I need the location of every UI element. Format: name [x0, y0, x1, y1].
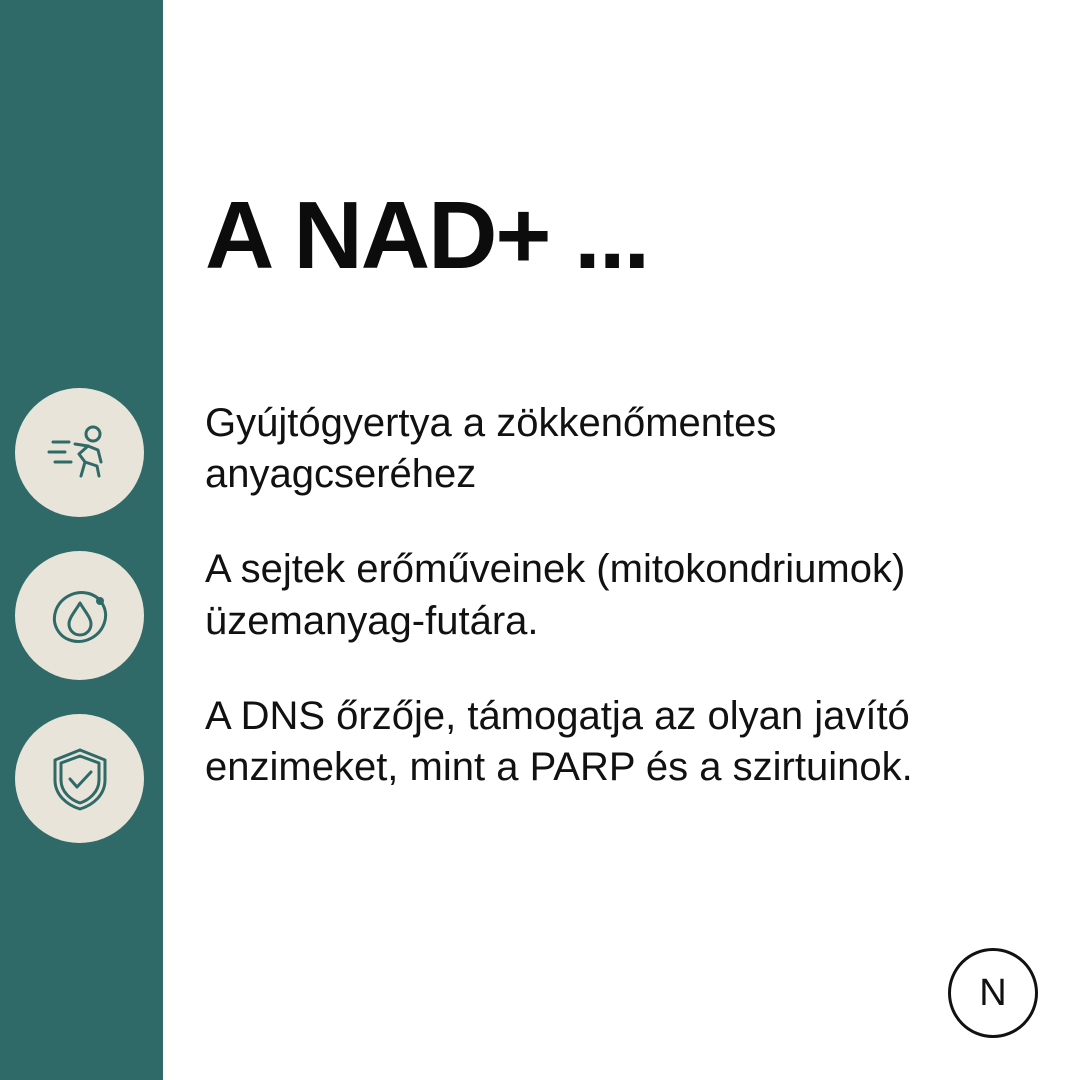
brand-logo-letter: N — [979, 972, 1007, 1014]
paragraph-2: A sejtek erőműveinek (mitokondriumok) üzemanyag-futára. — [205, 547, 906, 643]
shield-check-icon — [41, 740, 119, 818]
body-text-block — [205, 398, 1050, 793]
brand-logo — [948, 948, 1038, 1038]
energy-droplet-icon-badge — [15, 551, 144, 680]
energy-droplet-icon — [41, 577, 119, 655]
running-person-icon — [41, 414, 119, 492]
running-person-icon-badge — [15, 388, 144, 517]
icon-badge-column — [15, 388, 145, 877]
shield-check-icon-badge — [15, 714, 144, 843]
paragraph-3: A DNS őrzője, támogatja az olyan javító enzimeket, mint a PARP és a szirtuinok. — [205, 693, 913, 789]
page-title: A NAD+ ... — [205, 182, 649, 289]
paragraph-1: Gyújtógyertya a zökkenőmentes anyagcseréhez — [205, 401, 777, 497]
